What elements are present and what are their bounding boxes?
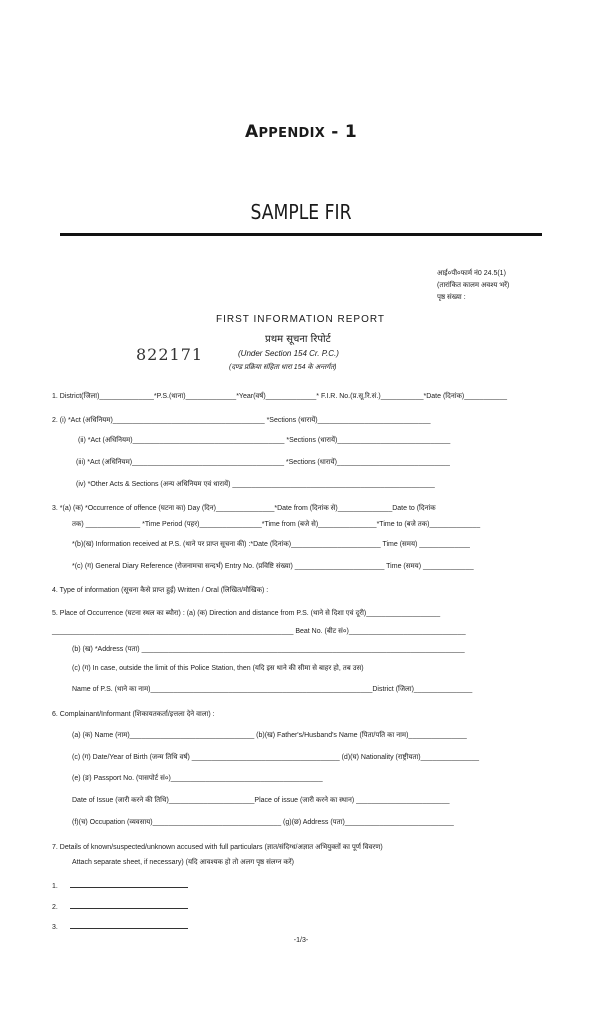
field-ps-name[interactable]: Name of P.S. (थाने का नाम)_________________________________________________________District (जिला)_______________ xyxy=(72,686,473,693)
field-place-direction[interactable]: 5. Place of Occurrence (घटना स्थल का ब्यौरा) : (a) (क) Direction and distance from P.S. (थाने से दिशा एवं दूरी)___________________ xyxy=(52,610,441,617)
accused-row[interactable]: 3. xyxy=(52,921,188,931)
field-beat-no[interactable]: ______________________________________________________________ Beat No. (बीट सं०)______________________________ xyxy=(52,628,466,635)
field-act-ii[interactable]: (ii) *Act (अधिनियम)_______________________________________ *Sections (धारायें)_____________________________ xyxy=(78,437,451,444)
section-complainant: 6. Complainant/Informant (शिकायतकर्ता/इत्तला देने वाला) : xyxy=(52,711,215,718)
report-section: (Under Section 154 Cr. P.C.) xyxy=(238,349,339,358)
title-underline xyxy=(60,233,542,236)
field-passport[interactable]: (e) (ङ) Passport No. (पासपोर्ट सं०)_______________________________________ xyxy=(72,775,323,782)
field-info-received[interactable]: *(b)(ख) Information received at P.S. (थाने पर प्राप्त सूचना की) :*Date (दिनांक)_______________________ Time (समय) _____________ xyxy=(72,541,470,548)
accused-row[interactable]: 1. xyxy=(52,880,188,890)
report-title-hindi: प्रथम सूचना रिपोर्ट xyxy=(265,334,331,345)
accused-note: Attach separate sheet, if necessary) (यदि आवश्यक हो तो अलग पृष्ठ संलग्न करें) xyxy=(72,859,294,866)
field-time-period[interactable]: तक) ______________ *Time Period (पहर)________________*Time from (बजे से)_______________*Time to (बजे तक)_____________ xyxy=(72,521,481,528)
field-birth-nationality[interactable]: (c) (ग) Date/Year of Birth (जन्म तिथि वर्ष) ______________________________________ (d)(घ) Nationality (राष्ट्रीयता)_______________ xyxy=(72,754,480,761)
form-number: आई०पी०फार्म नं0 24.5(1) xyxy=(437,270,506,277)
page-title: SAMPLE FIR xyxy=(250,200,352,224)
field-act-iii[interactable]: (iii) *Act (अधिनियम)_______________________________________ *Sections (धारायें)_____________________________ xyxy=(76,459,450,466)
field-address[interactable]: (b) (ख) *Address (पता) ___________________________________________________________________________________ xyxy=(72,646,465,653)
field-gd-reference[interactable]: *(c) (ग) General Diary Reference (रोजनामचा सन्दर्भ) Entry No. (प्रविष्टि संख्या) _______________________ Time (समय) _____________ xyxy=(72,563,474,570)
form-note: (तारांकित कालम अवश्य भरें) xyxy=(437,282,510,289)
accused-row[interactable]: 2. xyxy=(52,901,188,911)
field-occupation-address[interactable]: (f)(च) Occupation (व्यवसाय)_________________________________ (g)(छ) Address (पता)____________________________ xyxy=(72,819,454,826)
report-title: FIRST INFORMATION REPORT xyxy=(216,314,386,325)
report-section-hindi: (दण्ड प्रक्रिया संहिता धारा 154 के अन्तर्गत) xyxy=(229,364,337,371)
field-info-type[interactable]: 4. Type of information (सूचना कैसे प्राप्त हुई) Written / Oral (लिखित/मौखिक) : xyxy=(52,587,269,594)
field-complainant-name[interactable]: (a) (क) Name (नाम)________________________________ (b)(ख) Father's/Husband's Name (पिता/पति का नाम)_______________ xyxy=(72,732,467,739)
fir-serial-number: 822171 xyxy=(136,345,204,364)
form-reference xyxy=(437,268,509,304)
field-outside-limit: (c) (ग) In case, outside the limit of this Police Station, then (यदि इस थाने की सीमा से बाहर हो, तब उस) xyxy=(72,665,364,672)
section-accused: 7. Details of known/suspected/unknown accused with full particulars (ज्ञात/संदिग्ध/अज्ञात अभियुक्तों का पूर्ण विवरण) xyxy=(52,844,383,851)
field-act-i[interactable]: 2. (i) *Act (अधिनियम)_______________________________________ *Sections (धारायें)_____________________________ xyxy=(52,417,431,424)
appendix-heading: APPENDIX - 1 xyxy=(245,122,357,142)
field-district-line[interactable]: 1. District(जिला)______________*P.S.(थाना)_____________*Year(वर्ष)_____________* F.I.R. No.(प्र.सू.रि.सं.)___________*Date (दिनांक)___________ xyxy=(52,393,508,400)
page-count-label: पृष्ठ संख्या : xyxy=(437,294,466,301)
page-number: -1/3- xyxy=(293,937,309,944)
field-other-acts[interactable]: (iv) *Other Acts & Sections (अन्य अधिनियम एवं धारायें) ____________________________________________________ xyxy=(76,481,435,488)
field-passport-issue[interactable]: Date of Issue (जारी करने की तिथि)______________________Place of issue (जारी करने का स्थान) ________________________ xyxy=(72,797,450,804)
field-occurrence-day[interactable]: 3. *(a) (क) *Occurrence of offence (घटना का) Day (दिन)_______________*Date from (दिनांक से)______________Date to (दिनांक xyxy=(52,505,436,512)
